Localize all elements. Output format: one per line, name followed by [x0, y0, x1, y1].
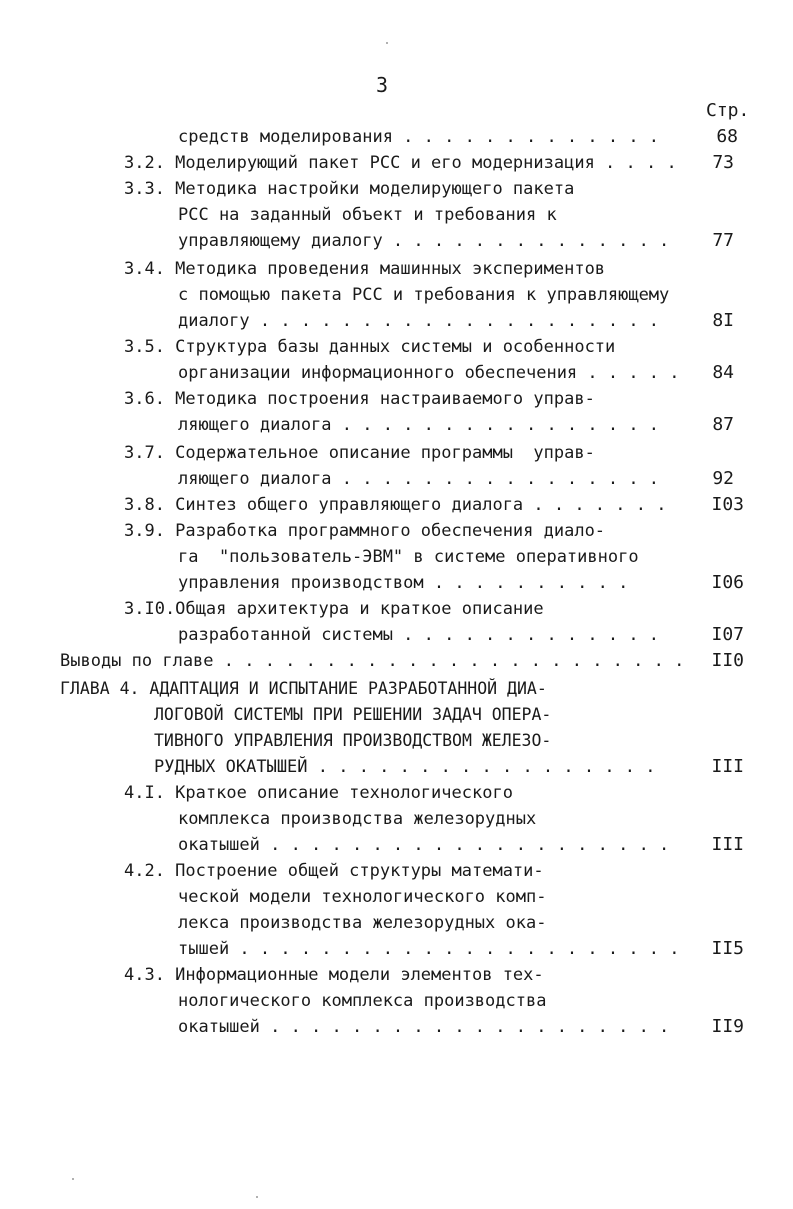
- toc-line: 4.I. Краткое описание технологического: [124, 783, 513, 803]
- toc-line: 4.2. Построение общей структуры математи-: [124, 861, 544, 881]
- toc-page: I07: [711, 624, 744, 645]
- toc-page: 73: [712, 152, 734, 173]
- toc-line: ляющего диалога . . . . . . . . . . . . . . . .: [178, 415, 660, 435]
- toc-line: 3.5. Структура базы данных системы и особенности: [124, 337, 616, 357]
- toc-page: III: [711, 756, 744, 777]
- toc-line: 3.7. Содержательное описание программы управ-: [124, 443, 595, 463]
- scan-speck: [256, 1196, 258, 1198]
- page-number: 3: [376, 73, 389, 97]
- toc-page: 8I: [712, 310, 734, 331]
- chapter-heading: ЛОГОВОЙ СИСТЕМЫ ПРИ РЕШЕНИИ ЗАДАЧ ОПЕРА-: [154, 705, 552, 724]
- scan-speck: [72, 1178, 74, 1180]
- toc-line: управления производством . . . . . . . . . .: [178, 573, 629, 593]
- toc-page: III: [711, 834, 744, 855]
- toc-page: 68: [716, 126, 738, 147]
- toc-line: управляющему диалогу . . . . . . . . . . . . . .: [178, 231, 670, 251]
- toc-line: РСС на заданный объект и требования к: [178, 205, 557, 225]
- toc-line: 3.8. Синтез общего управляющего диалога . . . . . . .: [124, 495, 667, 515]
- toc-line: га "пользователь-ЭВМ" в системе оперативного: [178, 547, 639, 567]
- chapter-heading: ТИВНОГО УПРАВЛЕНИЯ ПРОИЗВОДСТВОМ ЖЕЛЕЗО-: [154, 731, 552, 750]
- toc-page: I06: [711, 572, 744, 593]
- toc-line: диалогу . . . . . . . . . . . . . . . . . . . .: [178, 311, 660, 331]
- toc-line: 3.4. Методика проведения машинных экспериментов: [124, 259, 606, 279]
- chapter-heading: РУДНЫХ ОКАТЫШЕЙ . . . . . . . . . . . . . . . . .: [154, 757, 656, 777]
- toc-line: 3.I0.Общая архитектура и краткое описание: [124, 599, 544, 619]
- scan-speck: [386, 42, 388, 44]
- toc-line: окатышей . . . . . . . . . . . . . . . . . . . .: [178, 1017, 670, 1037]
- toc-page: 77: [712, 230, 734, 251]
- toc-line: 3.6. Методика построения настраиваемого управ-: [124, 389, 595, 409]
- toc-line: организации информационного обеспечения . . . . .: [178, 363, 680, 383]
- toc-line: нологического комплекса производства: [178, 991, 547, 1011]
- toc-line: ляющего диалога . . . . . . . . . . . . . . . .: [178, 469, 660, 489]
- toc-line: лекса производства железорудных ока-: [178, 913, 547, 933]
- toc-line: Выводы по главе . . . . . . . . . . . . . . . . . . . . . . .: [60, 651, 685, 671]
- toc-page: 87: [712, 414, 734, 435]
- toc-line: 4.3. Информационные модели элементов тех-: [124, 965, 544, 985]
- toc-line: комплекса производства железорудных: [178, 809, 537, 829]
- toc-line: тышей . . . . . . . . . . . . . . . . . . . . . .: [178, 939, 680, 959]
- toc-line: ческой модели технологического комп-: [178, 887, 547, 907]
- toc-line: средств моделирования . . . . . . . . . . . . .: [178, 127, 660, 147]
- toc-page: 84: [712, 362, 734, 383]
- toc-page: II0: [711, 650, 744, 671]
- chapter-heading: ГЛАВА 4. АДАПТАЦИЯ И ИСПЫТАНИЕ РАЗРАБОТАННОЙ ДИА-: [60, 679, 547, 698]
- toc-page: II5: [711, 938, 744, 959]
- toc-line: окатышей . . . . . . . . . . . . . . . . . . . .: [178, 835, 670, 855]
- toc-line: разработанной системы . . . . . . . . . . . . .: [178, 625, 660, 645]
- toc-page: II9: [711, 1016, 744, 1037]
- toc-line: с помощью пакета РСС и требования к управляющему: [178, 285, 670, 305]
- page-column-header: Стр.: [706, 100, 750, 121]
- toc-page: 92: [712, 468, 734, 489]
- toc-line: 3.9. Разработка программного обеспечения диало-: [124, 521, 606, 541]
- toc-line: 3.3. Методика настройки моделирующего пакета: [124, 179, 575, 199]
- toc-page: I03: [711, 494, 744, 515]
- toc-line: 3.2. Моделирующий пакет РСС и его модернизация . . . .: [124, 153, 677, 173]
